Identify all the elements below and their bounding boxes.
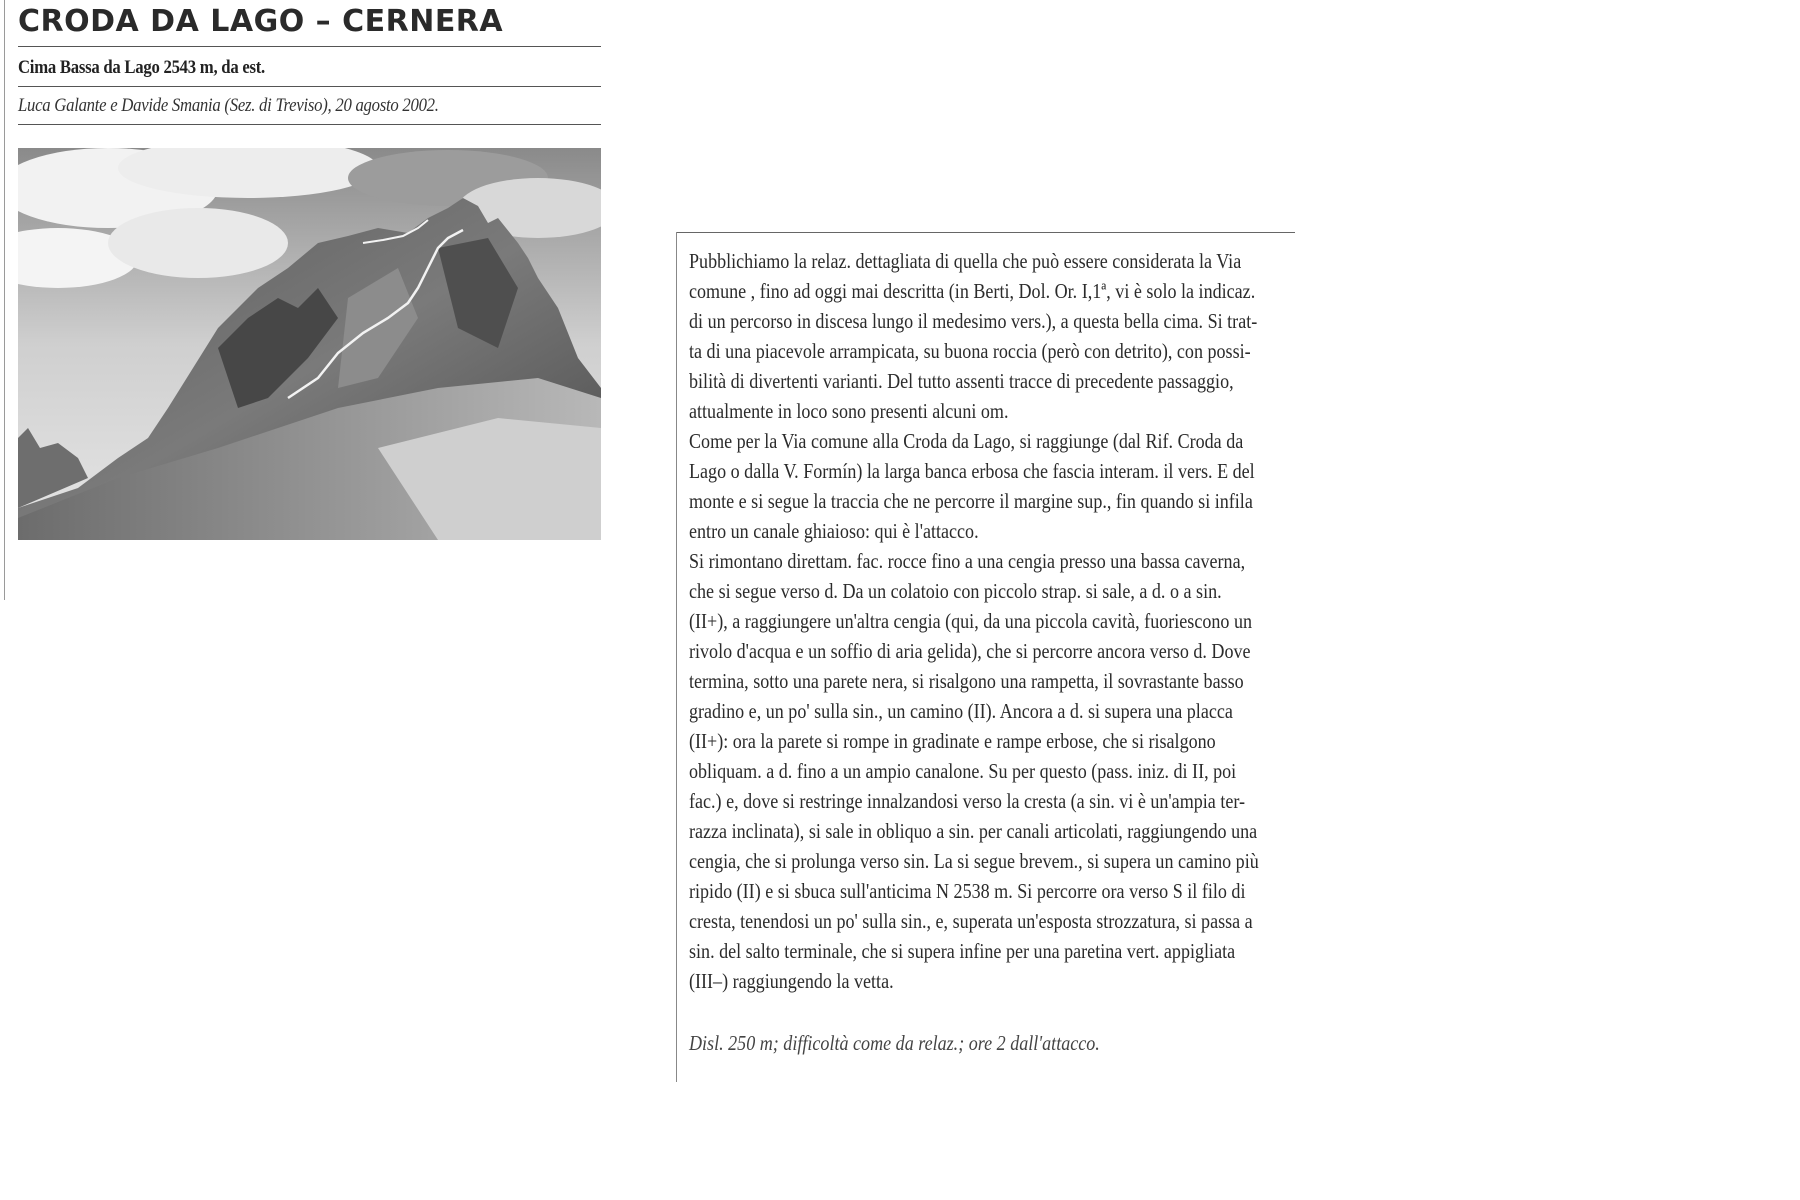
paragraph-approach: Come per la Via comune alla Croda da Lago, si raggiunge (dal Rif. Croda da Lago o dalla V. Formín) la larga banca erbosa che fascia interam. il vers. E del monte e si segue la traccia che ne percorre il margine sup., fin quando si infila entro un canale ghiaioso: qui è l'attacco. [689, 429, 1255, 543]
page-title: CRODA DA LAGO – CERNERA [18, 4, 504, 39]
mountain-photo [18, 148, 601, 540]
paragraph-route: Si rimontano direttam. fac. rocce fino a una cengia presso una bassa caverna, che si segue verso d. Da un colatoio con piccolo strap. si sale, a d. o a sin. (II+), a raggiungere un'altra cengia (qui, da una piccola cavità, fuoriescono un rivolo d'acqua e un soffio di aria gelida), che si percorre ancora verso d. Dove termina, sotto una parete nera, si risalgono una rampetta, il sovrastante basso gradino e, un po' sulla sin., un camino (II). Ancora a d. si supera una placca (II+): ora la parete si rompe in gradinate e rampe erbose, che si risalgono obliquam. a d. fino a un ampio canalone. Su per questo (pass. iniz. di II, poi fac.) e, dove si restringe innalzandosi verso la cresta (a sin. vi è un'ampia ter- razza inclinata), si sale in obliquo a sin. per canali articolati, raggiungendo una cengia, che si prolunga verso sin. La si segue brevem., si supera un camino più ripido (II) e si sbuca sull'anticima N 2538 m. Si percorre ora verso S il filo di cresta, tenendosi un po' sulla sin., e, superata un'esposta strozzatura, si passa a sin. del salto terminale, che si supera infine per una paretina vert. appigliata (III–) raggiungendo la vetta. [689, 549, 1259, 993]
article-header [18, 0, 601, 125]
paragraph-intro: Pubblichiamo la relaz. dettagliata di quella che può essere considerata la Via comune , fino ad oggi mai descritta (in Berti, Dol. Or. I,1ª, vi è solo la indicaz. di un percorso in discesa lungo il medesimo vers.), a questa bella cima. Si trat- ta di una piacevole arrampicata, su buona roccia (però con detrito), con possi- bilità di divertenti varianti. Del tutto assenti tracce di precedente passaggio, attualmente in loco sono presenti alcuni om. [689, 249, 1258, 423]
column-top-rule [677, 232, 1295, 233]
body-text [689, 246, 1291, 996]
route-subtitle: Cima Bassa da Lago 2543 m, da est. [18, 57, 265, 78]
authors-line: Luca Galante e Davide Smania (Sez. di Treviso), 20 agosto 2002. [18, 95, 439, 116]
route-summary: Disl. 250 m; difficoltà come da relaz.; ore 2 dall'attacco. [689, 1031, 1100, 1055]
authors-divider [18, 124, 601, 125]
route-description [676, 232, 1295, 1082]
margin-rule [4, 0, 5, 600]
